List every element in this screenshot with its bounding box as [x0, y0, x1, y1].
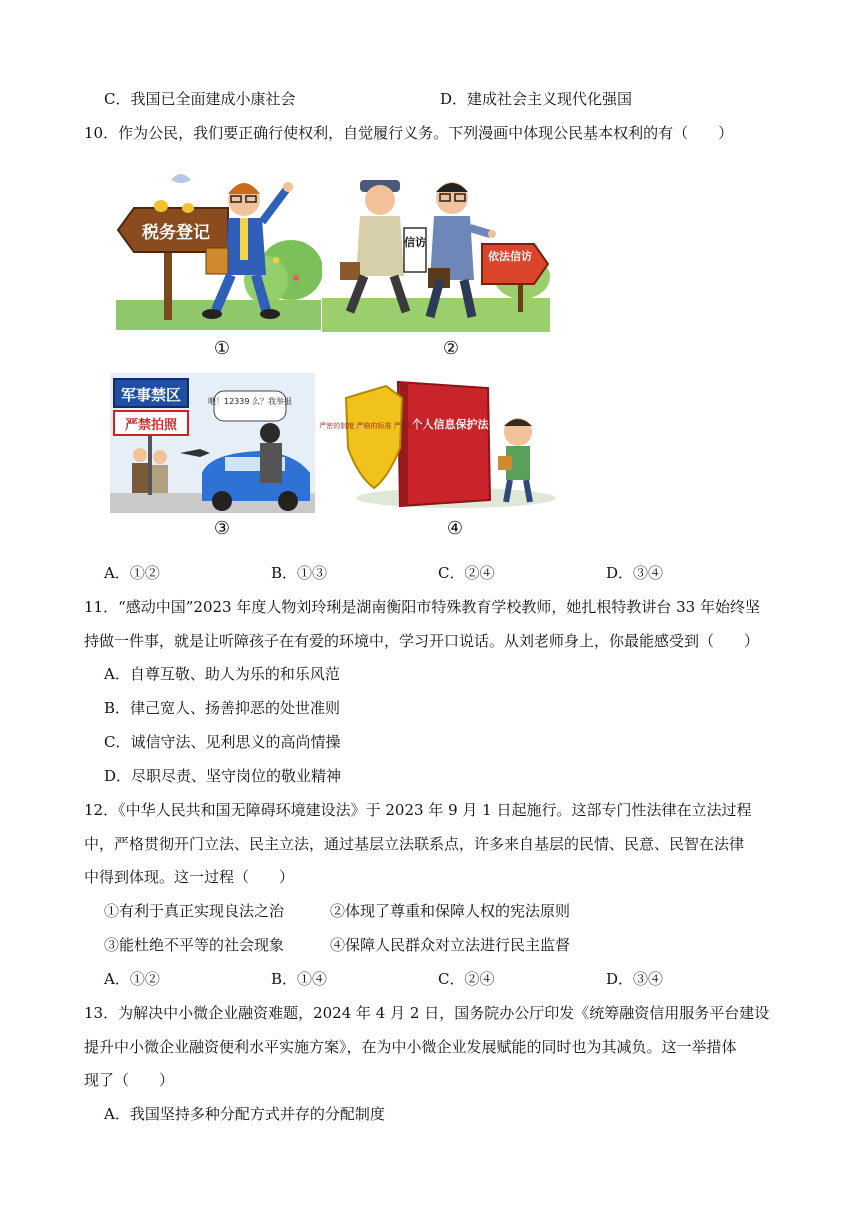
- no-photo-sign-text: 严禁拍照: [124, 418, 178, 433]
- privacy-book-text: 个人信息保护法: [411, 418, 489, 431]
- petition-paper-text: 信访: [404, 236, 426, 249]
- q10-option-c[interactable]: C．②④: [438, 564, 495, 582]
- q13-stem-line1: 13．为解决中小微企业融资难题，2024 年 4 月 2 日，国务院办公厅印发《统筹融资信用服务平台建设: [84, 1004, 770, 1022]
- report-bubble-text: 喂！12339 么？我举报: [208, 397, 292, 406]
- military-sign-text: 军事禁区: [120, 386, 182, 404]
- q12-option-c[interactable]: C．②④: [438, 970, 495, 988]
- q12-item-4: ④保障人民群众对立法进行民主监督: [330, 936, 571, 954]
- q12-stem-line2: 中，严格贯彻开门立法、民主立法，通过基层立法联系点，许多来自基层的民情、民意、民智在法律: [84, 835, 745, 853]
- q12-item-3: ③能杜绝不平等的社会现象: [104, 936, 285, 954]
- q12-option-d[interactable]: D．③④: [606, 970, 664, 988]
- q12-option-b[interactable]: B．①④: [271, 970, 328, 988]
- petition-sign-text: 依法信访: [488, 250, 532, 263]
- q10-stem: 10．作为公民，我们要正确行使权利，自觉履行义务。下列漫画中体现公民基本权利的有（ ）: [84, 124, 734, 142]
- q12-option-a[interactable]: A．①②: [104, 970, 160, 988]
- q10-option-a[interactable]: A．①②: [104, 564, 160, 582]
- cartoon-3-caption: ③: [213, 518, 231, 539]
- q11-option-b[interactable]: B．律己宽人、扬善抑恶的处世准则: [104, 699, 341, 717]
- q9-option-d: D．建成社会主义现代化强国: [440, 90, 633, 108]
- cartoon-4-caption: ④: [446, 518, 464, 539]
- cartoon-3-military-zone: [110, 373, 315, 513]
- cartoon-2-petition: [322, 172, 550, 332]
- tax-sign-text: 税务登记: [142, 223, 210, 243]
- q12-stem-line3: 中得到体现。这一过程（ ）: [84, 868, 295, 886]
- privacy-shield-text: 严密的制度 严格的标准 严厉的责任: [319, 422, 429, 430]
- q12-item-2: ②体现了尊重和保障人权的宪法原则: [330, 902, 571, 920]
- q11-stem-line2: 持做一件事，就是让听障孩子在有爱的环境中，学习开口说话。从刘老师身上，你最能感受到（ ）: [84, 632, 760, 650]
- cartoon-2-caption: ②: [442, 338, 460, 359]
- q12-stem-line1: 12．《中华人民共和国无障碍环境建设法》于 2023 年 9 月 1 日起施行。这部专门性法律在立法过程: [84, 801, 752, 819]
- q13-stem-line3: 现了（ ）: [84, 1071, 175, 1089]
- cartoon-1-tax-registration: [116, 160, 321, 330]
- q12-item-1: ①有利于真正实现良法之治: [104, 902, 285, 920]
- q9-option-c: C．我国已全面建成小康社会: [104, 90, 296, 108]
- cartoon-1-caption: ①: [213, 338, 231, 359]
- q11-option-a[interactable]: A．自尊互敬、助人为乐的和乐风范: [104, 665, 340, 683]
- q11-option-d[interactable]: D．尽职尽责、坚守岗位的敬业精神: [104, 767, 342, 785]
- q10-option-d[interactable]: D．③④: [606, 564, 664, 582]
- q13-stem-line2: 提升中小微企业融资便利水平实施方案》，在为中小微企业发展赋能的同时也为其减负。这一举措体: [84, 1038, 737, 1056]
- q13-option-a[interactable]: A．我国坚持多种分配方式并存的分配制度: [104, 1105, 385, 1123]
- q11-option-c[interactable]: C．诚信守法、见利思义的高尚情操: [104, 733, 341, 751]
- cartoon-4-privacy-law: [319, 378, 550, 513]
- q11-stem-line1: 11．“感动中国”2023 年度人物刘玲琍是湖南衡阳市特殊教育学校教师，她扎根特教讲台 33 年始终坚: [84, 598, 760, 616]
- q10-option-b[interactable]: B．①③: [271, 564, 328, 582]
